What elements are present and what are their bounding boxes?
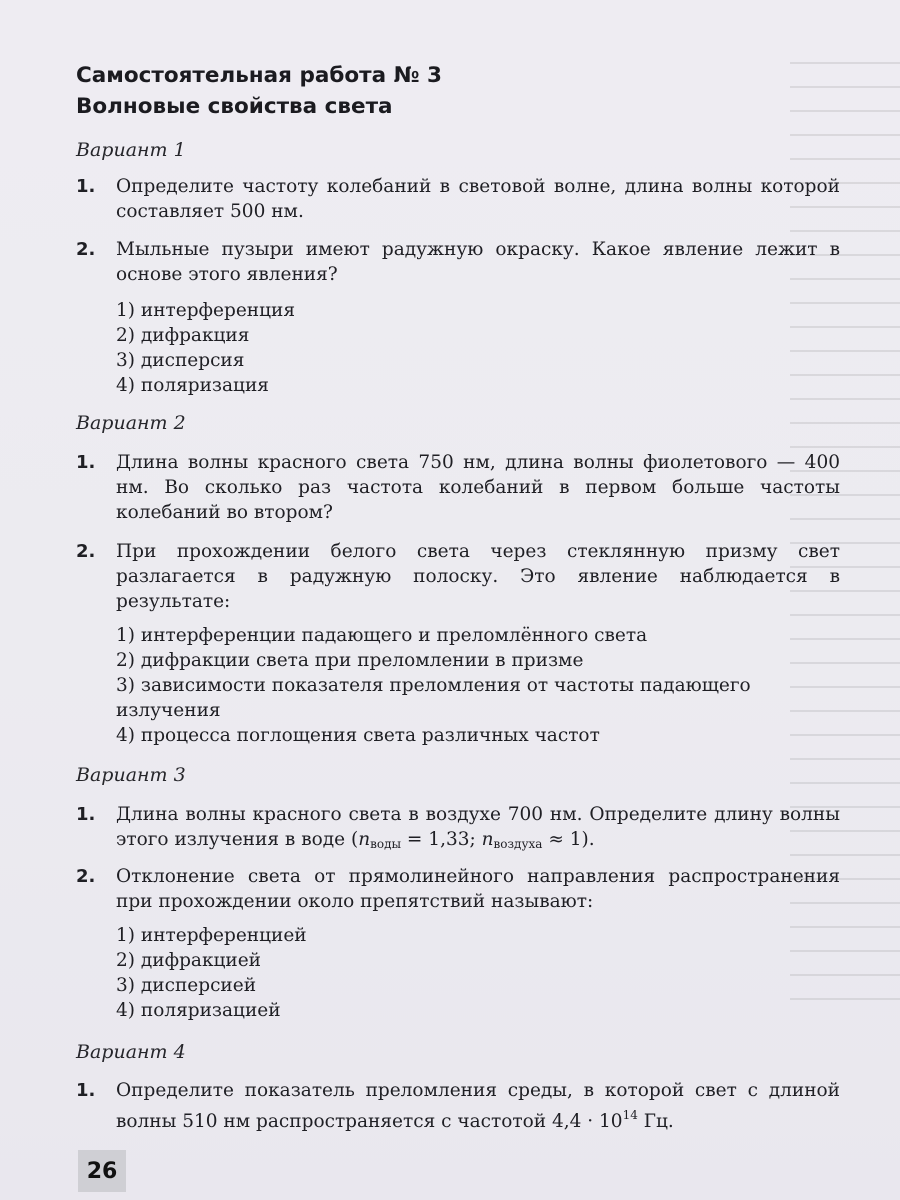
title-line-1: Самостоятельная работа № 3 bbox=[76, 63, 442, 88]
equation-air: ≈ 1). bbox=[542, 829, 595, 850]
variant-4-heading: Вариант 4 bbox=[76, 1041, 186, 1063]
task-v2-1 bbox=[76, 450, 840, 525]
answer-option: 4) процесса поглощения света различных частот bbox=[116, 725, 600, 746]
variant-2-heading: Вариант 2 bbox=[76, 412, 186, 434]
answer-options bbox=[116, 923, 840, 1023]
task-text: Определите частоту колебаний в световой волне, длина волны которой составляет 500 нм. bbox=[116, 176, 840, 222]
refractive-index-symbol: n bbox=[481, 829, 494, 850]
task-number: 1. bbox=[76, 176, 96, 197]
task-text-main: Определите показатель преломления среды, в которой свет с длиной волны 510 нм распространяется с частотой 4,4 · 10 bbox=[116, 1080, 840, 1132]
unit: Гц. bbox=[637, 1111, 674, 1132]
answer-options bbox=[116, 623, 840, 748]
task-number: 2. bbox=[76, 541, 96, 562]
task-v1-2 bbox=[76, 237, 840, 398]
refractive-index-symbol: n bbox=[358, 829, 371, 850]
task-number: 2. bbox=[76, 866, 96, 887]
task-v3-1 bbox=[76, 802, 840, 857]
task-v4-1 bbox=[76, 1078, 840, 1134]
task-number: 1. bbox=[76, 452, 96, 473]
answer-option: 1) интерференции падающего и преломлённого света bbox=[116, 625, 648, 646]
answer-option: 1) интерференция bbox=[116, 300, 296, 321]
page-title bbox=[76, 60, 442, 122]
task-text: При прохождении белого света через стеклянную призму свет разлагается в радужную полоску. Это явление наблюдается в результате: bbox=[116, 541, 840, 612]
answer-option: 2) дифракции света при преломлении в призме bbox=[116, 650, 584, 671]
task-v3-2 bbox=[76, 864, 840, 1023]
answer-option: 3) дисперсией bbox=[116, 975, 257, 996]
answer-option: 4) поляризацией bbox=[116, 1000, 281, 1021]
task-text: Длина волны красного света 750 нм, длина волны фиолетового — 400 нм. Во сколько раз частота колебаний в первом больше частоты колебаний во втором? bbox=[116, 452, 840, 523]
task-v1-1 bbox=[76, 174, 840, 224]
answer-option: 2) дифракция bbox=[116, 325, 250, 346]
variant-3-heading: Вариант 3 bbox=[76, 764, 186, 786]
answer-option: 3) дисперсия bbox=[116, 350, 245, 371]
task-number: 1. bbox=[76, 1080, 96, 1101]
title-line-2: Волновые свойства света bbox=[76, 94, 393, 119]
exponent: 14 bbox=[622, 1108, 638, 1122]
subscript-air: воздуха bbox=[493, 837, 543, 851]
page-number: 26 bbox=[78, 1150, 126, 1192]
task-text bbox=[116, 802, 840, 857]
answer-option: 3) зависимости показателя преломления от частоты падающего излучения bbox=[116, 675, 751, 721]
task-text: Мыльные пузыри имеют радужную окраску. Какое явление лежит в основе этого явления? bbox=[116, 239, 840, 285]
equation-water: = 1,33; bbox=[401, 829, 482, 850]
task-text: Отклонение света от прямолинейного направления распространения при прохождении около препятствий называют: bbox=[116, 866, 840, 912]
task-text-main: Длина волны красного света в воздухе 700 нм. Определите длину волны этого излучения в воде ( bbox=[116, 804, 840, 850]
subscript-water: воды bbox=[370, 837, 402, 851]
task-v2-2 bbox=[76, 539, 840, 748]
task-text bbox=[116, 1078, 840, 1134]
task-number: 1. bbox=[76, 804, 96, 825]
variant-1-heading: Вариант 1 bbox=[76, 139, 186, 161]
answer-option: 1) интерференцией bbox=[116, 925, 307, 946]
answer-option: 2) дифракцией bbox=[116, 950, 262, 971]
answer-option: 4) поляризация bbox=[116, 375, 269, 396]
task-number: 2. bbox=[76, 239, 96, 260]
answer-options bbox=[116, 298, 840, 398]
